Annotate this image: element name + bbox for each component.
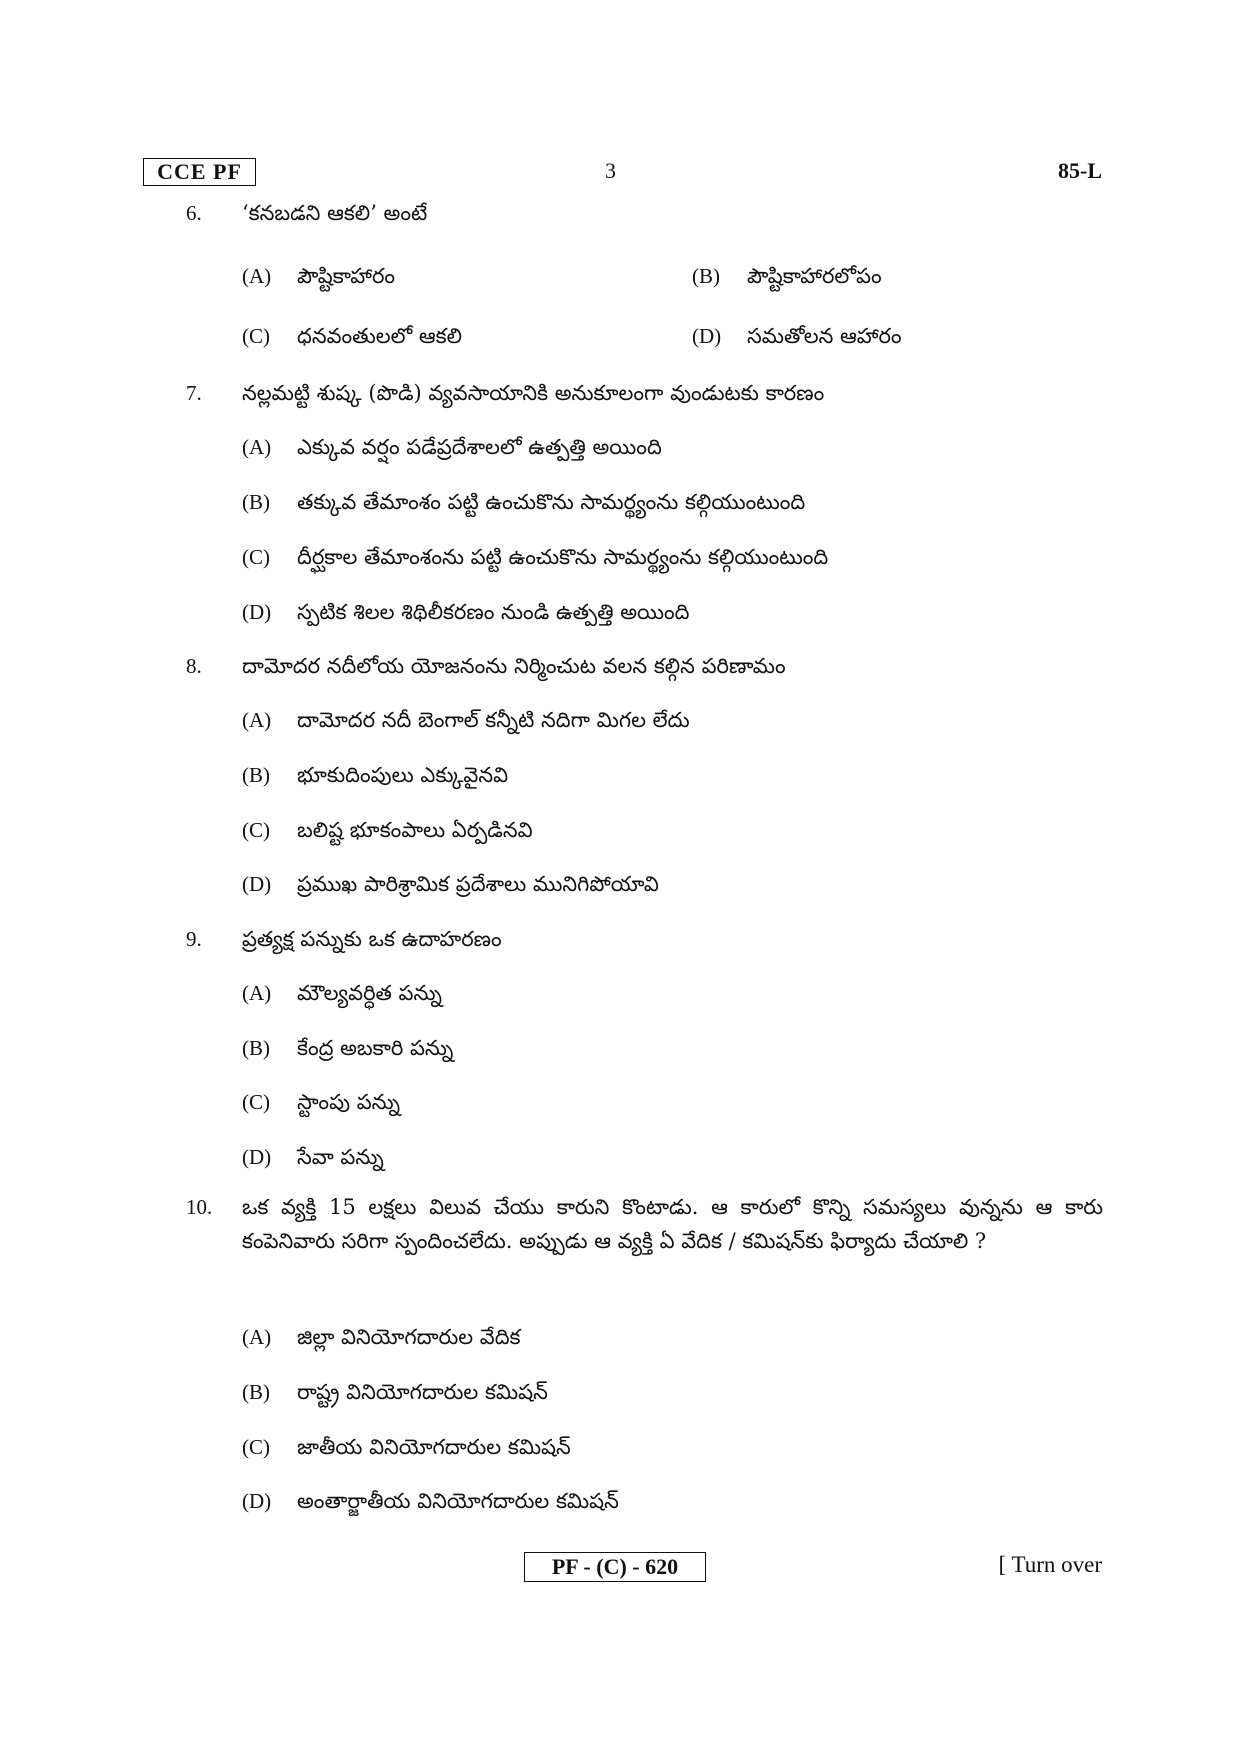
option-text: సమతోలన ఆహారం — [747, 324, 902, 348]
q10-option-d — [242, 1484, 619, 1518]
question-number: 10. — [186, 1195, 213, 1219]
option-label: (C) — [242, 324, 270, 348]
option-text: ప్రముఖ పారిశ్రామిక ప్రదేశాలు మునిగిపోయావి — [297, 872, 659, 896]
page-number: 3 — [605, 158, 616, 183]
question-10 — [186, 1190, 1103, 1258]
option-label: (B) — [242, 1036, 270, 1060]
option-text: దామోదర నదీ బెంగాల్ కన్నీటి నదిగా మిగల లేదు — [297, 708, 690, 732]
q6-option-a — [242, 259, 395, 293]
option-text: తక్కువ తేమాంశం పట్టి ఉంచుకొను సామర్థ్యంను కల్గియుంటుంది — [297, 490, 806, 514]
q9-option-d — [242, 1140, 384, 1174]
q9-option-a — [242, 976, 442, 1010]
q7-option-b — [242, 485, 805, 519]
q8-option-d — [242, 867, 659, 901]
option-text: కేంద్ర అబకారి పన్ను — [297, 1036, 454, 1060]
question-number: 9. — [186, 927, 202, 951]
option-label: (C) — [242, 1435, 270, 1459]
option-label: (B) — [242, 763, 270, 787]
option-label: (A) — [242, 708, 272, 732]
option-label: (D) — [242, 1489, 272, 1513]
paper-code-box: CCE PF — [143, 158, 256, 186]
option-text: అంతార్జాతీయ వినియోగదారుల కమిషన్ — [297, 1489, 619, 1513]
option-label: (B) — [692, 264, 720, 288]
option-text: స్పటిక శిలల శిథిలీకరణం నుండి ఉత్పత్తి అయింది — [297, 600, 690, 624]
turn-over-note: [ Turn over — [998, 1552, 1102, 1577]
option-label: (B) — [242, 1380, 270, 1404]
q8-option-c — [242, 813, 533, 847]
q7-option-c — [242, 540, 828, 574]
question-number: 8. — [186, 654, 202, 678]
option-text: మౌల్యవర్ధిత పన్ను — [297, 981, 442, 1005]
option-label: (A) — [242, 1325, 272, 1349]
q10-option-a — [242, 1320, 521, 1354]
option-text: రాష్ట్ర వినియోగదారుల కమిషన్ — [297, 1380, 548, 1404]
option-text: ధనవంతులలో ఆకలి — [297, 324, 463, 348]
q8-option-b — [242, 758, 508, 792]
option-label: (C) — [242, 1090, 270, 1114]
option-label: (A) — [242, 264, 272, 288]
q6-option-b — [692, 259, 882, 293]
q10-option-c — [242, 1430, 571, 1464]
option-label: (D) — [242, 600, 272, 624]
option-label: (D) — [242, 1145, 272, 1169]
option-label: (A) — [242, 981, 272, 1005]
option-text: ఎక్కువ వర్షం పడేప్రదేశాలలో ఉత్పత్తి అయింది — [297, 435, 662, 459]
option-label: (D) — [692, 324, 722, 348]
option-label: (D) — [242, 872, 272, 896]
question-number: 6. — [186, 201, 202, 225]
q10-option-b — [242, 1375, 548, 1409]
question-text: దామోదర నదీలోయ యోజనంను నిర్మించుట వలన కల్గిన పరిణామం — [242, 654, 786, 678]
option-label: (A) — [242, 435, 272, 459]
question-text: ప్రత్యక్ష పన్నుకు ఒక ఉదాహరణం — [242, 927, 502, 951]
option-text: జిల్లా వినియోగదారుల వేదిక — [297, 1325, 521, 1349]
q7-option-a — [242, 430, 662, 464]
option-label: (B) — [242, 490, 270, 514]
question-text: ‘కనబడని ఆకలి’ అంటే — [242, 201, 428, 225]
q8-option-a — [242, 703, 690, 737]
q9-option-c — [242, 1085, 400, 1119]
question-9 — [186, 922, 502, 956]
question-number: 7. — [186, 381, 202, 405]
footer-code-box: PF - (C) - 620 — [524, 1552, 706, 1582]
option-label: (C) — [242, 545, 270, 569]
option-text: పౌష్టికాహారం — [297, 264, 396, 288]
option-text: భూకుదింపులు ఎక్కువైనవి — [297, 763, 509, 787]
option-label: (C) — [242, 818, 270, 842]
question-7 — [186, 376, 824, 410]
option-text: పౌష్టికాహారలోపం — [747, 264, 882, 288]
question-6 — [186, 196, 427, 230]
question-8 — [186, 649, 786, 683]
q6-option-d — [692, 319, 902, 353]
option-text: స్టాంపు పన్ను — [297, 1090, 400, 1114]
option-text: దీర్ఘకాల తేమాంశంను పట్టి ఉంచుకొను సామర్థ్యంను కల్గియుంటుంది — [297, 545, 829, 569]
q6-option-c — [242, 319, 462, 353]
option-text: జాతీయ వినియోగదారుల కమిషన్ — [297, 1435, 571, 1459]
q9-option-b — [242, 1031, 453, 1065]
question-text: ఒక వ్యక్తి 15 లక్షలు విలువ చేయు కారుని కొంటాడు. ఆ కారులో కొన్ని సమస్యలు వున్నను ఆ కారు కంపెనివారు సరిగా స్పందించలేదు. అప్పుడు ఆ వ్యక్తి ఏ వేదిక / కమిషన్‌కు ఫిర్యాదు చేయాలి ? — [242, 1195, 1103, 1253]
option-text: బలిష్ట భూకంపాలు ఏర్పడినవి — [297, 818, 533, 842]
option-text: సేవా పన్ను — [297, 1145, 384, 1169]
subject-code: 85-L — [1058, 158, 1102, 183]
q7-option-d — [242, 595, 689, 629]
question-text: నల్లమట్టి శుష్క (పొడి) వ్యవసాయానికి అనుకూలంగా వుండుటకు కారణం — [242, 381, 825, 405]
